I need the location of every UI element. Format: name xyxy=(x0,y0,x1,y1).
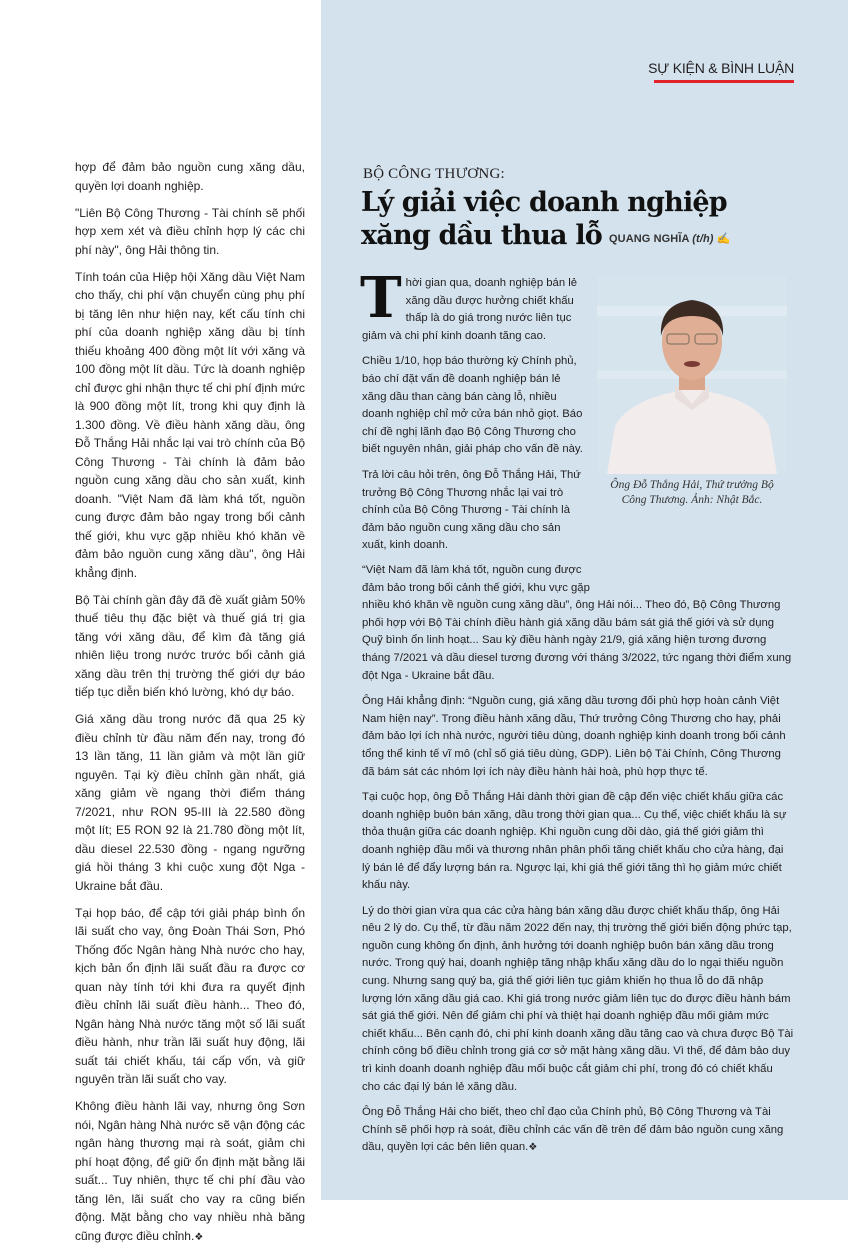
photo-caption: Ông Đỗ Thắng Hải, Thứ trưởng Bộ Công Thương. Ảnh: Nhật Bắc. xyxy=(610,479,774,506)
quote-rest: nhiều khó khăn về nguồn cung xăng dầu”, ông Hải nói... Theo đó, Bộ Công Thương phối hợp với Bộ Tài chính điều hành giá xăng dầu bám sát giá thế giới và sử dụng Quỹ bình ổn linh hoạt... Sau kỳ điều hành ngày 21/9, giá xăng hiện tương đương tháng 7/2021 và dầu diesel tương đương với tháng 3/2022, tức ngang thời điểm xung đột Nga - Ukraine bắt đầu. xyxy=(362,599,792,682)
lead-paragraph xyxy=(360,265,584,345)
left-paragraph: Tại họp báo, để cập tới giải pháp bình ổn lãi suất cho vay, ông Đoàn Thái Sơn, Phó Thống đốc Ngân hàng Nhà nước cho hay, kịch bản ổn định lãi suất đầu ra được cơ quan này tính tới khi đưa ra quyết định điều chỉnh lãi suất điều hành... Theo đó, Ngân hàng Nhà nước tăng một số lãi suất điều hành, như trần lãi suất huy động, lãi suất tái chiết khấu, tái cấp vốn, và giữ nguyên trần lãi suất cho vay. xyxy=(75,905,305,1086)
lead-column xyxy=(360,265,584,563)
left-paragraph: Tính toán của Hiệp hội Xăng dầu Việt Nam cho thấy, chi phí vận chuyển cùng phụ phí bị tăng lên như hiện nay, kết cấu tính chi phí của doanh nghiệp xăng dầu bị tính thiếu khoảng 400 đồng một lít với xăng và 100 đồng một lít dầu. Tức là doanh nghiệp chỉ được ghi nhận thực tế chi phí định mức là 900 đồng một lít, trong khi quy định là 1.300 đồng. Về điều hành xăng dầu, ông Đỗ Thắng Hải nhắc lại vai trò chính của Bộ Công Thương - Tài chính là đảm bảo nguồn cung xăng dầu cho sản xuất, kinh doanh. "Việt Nam đã làm khá tốt, nguồn cung được đảm bảo ngay trong bối cảnh thế giới, khu vực gặp nhiều khó khăn về đảm bảo nguồn cung xăng dầu", ông Hải khẳng định. xyxy=(75,269,305,580)
end-ornament-icon: ❖ xyxy=(528,1142,538,1154)
left-column xyxy=(0,0,321,1243)
dropcap: T xyxy=(360,265,402,331)
left-paragraph-last xyxy=(75,1097,305,1247)
portrait-image xyxy=(597,276,787,474)
quote-paragraph xyxy=(362,562,794,685)
pen-icon: ✍ xyxy=(716,233,731,245)
lead-text: hời gian qua, doanh nghiệp bán lẻ xăng dầu được hưởng chiết khấu thấp là do giá trong nước liên tục giảm và chi phí kinh doanh tăng cao. xyxy=(362,277,578,342)
end-ornament-icon: ❖ xyxy=(194,1231,204,1243)
headline-line-2: xăng dầu thua lỗ xyxy=(361,220,602,251)
left-paragraph: "Liên Bộ Công Thương - Tài chính sẽ phối hợp xem xét và điều chỉnh hợp lý các chi phí này", ông Hải thông tin. xyxy=(75,205,305,257)
lead-paragraph: Chiều 1/10, họp báo thường kỳ Chính phủ, báo chí đặt vấn đề doanh nghiệp bán lẻ xăng dầu than càng bán càng lỗ, nhiều doanh nghiệp chỉ mở cửa bán nhỏ giọt. Báo chí đề nghị lãnh đạo Bộ Công Thương cho biết nguyên nhân, giải pháp cho vấn đề này. xyxy=(362,355,583,456)
quote-line-1: “Việt Nam đã làm khá tốt, nguồn cung được xyxy=(362,564,582,576)
left-paragraph-text: Không điều hành lãi vay, nhưng ông Sơn nói, Ngân hàng Nhà nước sẽ vận động các ngân hàng thương mại rà soát, giảm chi phí hoạt động, để giữ ổn định mặt bằng lãi suất... Tuy nhiên, thực tế chi phí đầu vào tăng lên, lãi suất cho vay ra cũng biến động. Mặt bằng cho vay nhiều nhà băng cũng được điều chỉnh. xyxy=(75,1099,305,1243)
wide-paragraph-text: Ông Đỗ Thắng Hải cho biết, theo chỉ đạo của Chính phủ, Bộ Công Thương và Tài Chính sẽ phối hợp rà soát, điều chỉnh các vấn đề trên để đảm bảo nguồn cung xăng dầu, quyền lợi các bên liên quan. xyxy=(362,1106,784,1154)
wide-paragraph-last xyxy=(362,1104,794,1157)
byline-suffix: (t/h) xyxy=(692,233,714,245)
lead-paragraph: Trả lời câu hỏi trên, ông Đỗ Thắng Hải, Thứ trưởng Bộ Công Thương nhắc lại vai trò chính của Bộ Công Thương - Tài chính là đảm bảo nguồn cung xăng dầu cho sản xuất, kinh doanh. xyxy=(362,468,581,552)
section-label: SỰ KIỆN & BÌNH LUẬN xyxy=(648,60,794,76)
section-underline xyxy=(654,80,794,83)
byline-name: QUANG NGHĨA xyxy=(609,233,690,245)
quote-line-2: đảm bảo trong bối cảnh thế giới, khu vực gặp xyxy=(362,581,590,594)
headline-line-1: Lý giải việc doanh nghiệp xyxy=(361,187,727,218)
article-photo xyxy=(597,276,787,474)
left-paragraph: Giá xăng dầu trong nước đã qua 25 kỳ điều chỉnh từ đầu năm đến nay, trong đó 13 lần tăng, 11 lần giảm và một lần giữ nguyên. Tại kỳ điều chỉnh gần nhất, giá xăng giảm về ngang thời điểm tháng 7/2021, như RON 95-III là 22.580 đồng một lít; E5 RON 92 là 21.780 đồng một lít, dầu diesel 22.530 đồng - ngang ngưỡng giá hồi tháng 3 khi cuộc xung đột Nga - Ukraine bắt đầu. xyxy=(75,712,305,893)
byline xyxy=(609,232,731,245)
article-kicker: BỘ CÔNG THƯƠNG: xyxy=(363,166,505,182)
wide-paragraph: Ông Hải khẳng định: “Nguồn cung, giá xăng dầu tương đối phù hợp hoàn cảnh Việt Nam hiện nay”. Trong điều hành xăng dầu, Thứ trưởng Công Thương cho hay, phải đảm bảo lợi ích nhà nước, người tiêu dùng, doanh nghiệp kinh doanh trong bối cảnh tổng thể kinh tế vĩ mô (chỉ số giá tiêu dùng, GDP). Liên bộ Tài Chính, Công Thương đã bám sát các nhóm lợi ích này điều hành hài hoà, phù hợp thực tế. xyxy=(362,695,786,778)
wide-paragraph: Tại cuộc họp, ông Đỗ Thắng Hải dành thời gian đề cập đến việc chiết khấu giữa các doanh nghiệp buôn bán xăng, dầu trong thời gian qua... Cụ thể, việc chiết khấu là sự thỏa thuận giữa các doanh nghiệp. Khi nguồn cung dồi dào, giá thế giới giảm thì doanh nghiệp đầu mối và thương nhân phân phối tăng chiết khấu cho cửa hàng, đại lý bán lẻ để đẩy lượng bán ra. Ngược lại, khi giá thế giới tăng thì họ giảm mức chiết khấu này. xyxy=(362,791,787,892)
left-paragraph: hợp để đảm bảo nguồn cung xăng dầu, quyền lợi doanh nghiệp. xyxy=(75,160,305,193)
wide-column xyxy=(362,562,794,1165)
left-paragraph: Bộ Tài chính gần đây đã đề xuất giảm 50% thuế tiêu thụ đặc biệt và thuế giá trị gia tăng với xăng dầu, để kìm đà tăng giá nhiên liệu trong nước trước bối cảnh giá xăng dầu trên thị trường thế giới dự báo tiếp tục diễn biến khó lường, khó dự báo. xyxy=(75,592,305,699)
wide-paragraph: Lý do thời gian vừa qua các cửa hàng bán xăng dầu được chiết khấu thấp, ông Hải nêu 2 lý do. Cụ thể, từ đầu năm 2022 đến nay, thị trường thế giới biến động phức tạp, nguồn cung không ổn định, ảnh hưởng tới doanh nghiệp buôn bán xăng dầu trong nước. Trong quý hai, doanh nghiệp tăng nhập khẩu xăng dầu do lo ngại thiếu nguồn cung. Nhưng sang quý ba, giá thế giới liên tục giảm khiến họ thua lỗ do đã nhập lượng lớn xăng dầu giá cao. Khi giá trong nước giảm liên tục do được điều hành bám sát giá thế giới. Nên để giảm chi phí và thiệt hại doanh nghiệp đầu mối giảm mức chiết khấu... Bên cạnh đó, chi phí kinh doanh xăng dầu tăng cao và chưa được Bộ Tài chính công bố điều chỉnh trong giá cơ sở mặt hàng xăng dầu. Vì thế, để đảm bảo duy trì kinh doanh doanh nghiệp đầu mối buộc cắt giảm chi phí, trong đó có chiết khấu cho các đại lý bán lẻ xăng dầu. xyxy=(362,904,794,1093)
left-column-text xyxy=(75,158,305,1256)
